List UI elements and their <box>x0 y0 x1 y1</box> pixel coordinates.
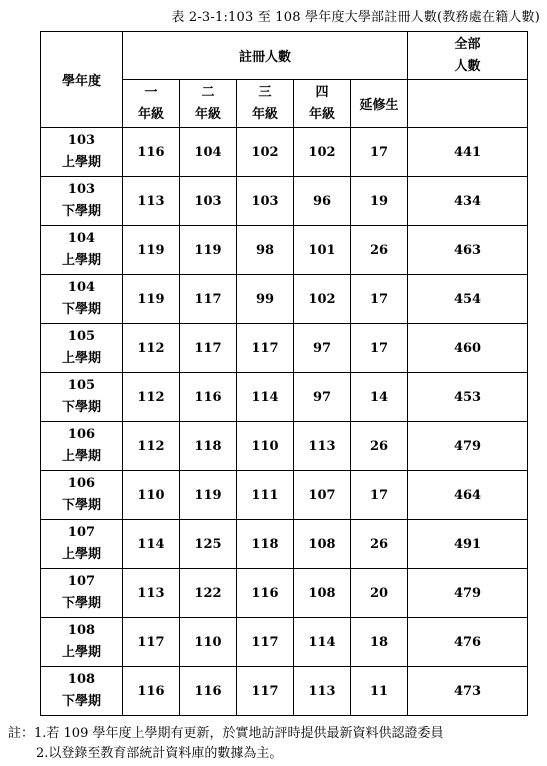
term-semester: 上學期 <box>61 253 101 268</box>
extended-cell: 26 <box>351 226 408 275</box>
total-cell: 441 <box>408 128 528 177</box>
grade-cell: 112 <box>123 324 180 373</box>
total-header <box>408 32 528 80</box>
term-year: 106 <box>67 427 96 442</box>
term-semester: 下學期 <box>61 302 101 317</box>
grade-cell: 119 <box>180 471 237 520</box>
extended-header: 延修生 <box>351 80 408 128</box>
total-cell: 463 <box>408 226 528 275</box>
grade-cell: 112 <box>123 422 180 471</box>
term-cell <box>41 422 123 471</box>
grade-cell: 114 <box>294 618 351 667</box>
total-cell: 476 <box>408 618 528 667</box>
term-semester: 上學期 <box>61 547 101 562</box>
table-row <box>41 128 528 177</box>
registration-table <box>40 31 528 716</box>
grade-cell: 117 <box>237 667 294 716</box>
grade-header-top: 三 <box>258 84 272 100</box>
total-cell: 473 <box>408 667 528 716</box>
term-year: 105 <box>67 378 96 393</box>
grade-header <box>180 80 237 128</box>
table-row <box>41 667 528 716</box>
term-cell <box>41 471 123 520</box>
term-cell <box>41 226 123 275</box>
term-year: 104 <box>67 280 96 295</box>
grade-header-top: 四 <box>315 84 329 100</box>
term-semester: 上學期 <box>61 155 101 170</box>
grade-cell: 116 <box>123 128 180 177</box>
table-caption: 表 2-3-1:103 至 108 學年度大學部註冊人數(教務處在籍人數) <box>171 10 540 25</box>
grade-cell: 118 <box>237 520 294 569</box>
grade-cell: 114 <box>237 373 294 422</box>
grade-cell: 119 <box>123 226 180 275</box>
term-semester: 下學期 <box>61 596 101 611</box>
grade-cell: 122 <box>180 569 237 618</box>
grade-cell: 97 <box>294 324 351 373</box>
grade-header <box>237 80 294 128</box>
grade-cell: 104 <box>180 128 237 177</box>
term-year: 107 <box>67 525 96 540</box>
table-row <box>41 520 528 569</box>
grade-cell: 103 <box>180 177 237 226</box>
term-year: 108 <box>67 672 96 687</box>
grade-cell: 99 <box>237 275 294 324</box>
table-row <box>41 373 528 422</box>
grade-cell: 116 <box>123 667 180 716</box>
grade-cell: 125 <box>180 520 237 569</box>
term-semester: 下學期 <box>61 400 101 415</box>
grade-cell: 108 <box>294 520 351 569</box>
term-cell <box>41 275 123 324</box>
extended-cell: 11 <box>351 667 408 716</box>
grade-cell: 103 <box>237 177 294 226</box>
term-cell <box>41 667 123 716</box>
grade-header-bottom: 年級 <box>194 106 221 122</box>
grade-cell: 117 <box>237 618 294 667</box>
grade-cell: 110 <box>237 422 294 471</box>
footnote-2: 2.以登錄至教育部統計資料庫的數據為主。 <box>36 746 283 761</box>
extended-cell: 17 <box>351 275 408 324</box>
term-cell <box>41 177 123 226</box>
extended-cell: 17 <box>351 128 408 177</box>
term-year: 106 <box>67 476 96 491</box>
grade-cell: 118 <box>180 422 237 471</box>
table-row <box>41 324 528 373</box>
grade-header <box>294 80 351 128</box>
table-row <box>41 422 528 471</box>
registered-header: 註冊人數 <box>123 32 408 80</box>
grade-cell: 113 <box>294 422 351 471</box>
table-row <box>41 275 528 324</box>
grade-header-top: 二 <box>201 84 215 100</box>
total-cell: 479 <box>408 422 528 471</box>
term-year: 103 <box>67 182 96 197</box>
extended-cell: 14 <box>351 373 408 422</box>
total-header-blank <box>408 80 528 128</box>
total-cell: 434 <box>408 177 528 226</box>
grade-cell: 110 <box>180 618 237 667</box>
term-cell <box>41 373 123 422</box>
grade-cell: 102 <box>237 128 294 177</box>
grade-cell: 116 <box>180 373 237 422</box>
grade-cell: 101 <box>294 226 351 275</box>
grade-cell: 114 <box>123 520 180 569</box>
grade-cell: 107 <box>294 471 351 520</box>
total-cell: 460 <box>408 324 528 373</box>
grade-cell: 102 <box>294 128 351 177</box>
term-semester: 上學期 <box>61 645 101 660</box>
term-cell <box>41 324 123 373</box>
extended-cell: 26 <box>351 422 408 471</box>
term-cell <box>41 618 123 667</box>
extended-cell: 19 <box>351 177 408 226</box>
footnote-1: 註：1.若 109 學年度上學期有更新，於實地訪評時提供最新資料供認證委員 <box>8 726 444 741</box>
grade-cell: 119 <box>123 275 180 324</box>
extended-cell: 18 <box>351 618 408 667</box>
table-row <box>41 177 528 226</box>
table-row <box>41 569 528 618</box>
term-semester: 下學期 <box>61 204 101 219</box>
grade-cell: 102 <box>294 275 351 324</box>
grade-cell: 113 <box>123 569 180 618</box>
total-cell: 453 <box>408 373 528 422</box>
extended-cell: 26 <box>351 520 408 569</box>
term-year: 108 <box>67 623 96 638</box>
term-semester: 上學期 <box>61 449 101 464</box>
extended-cell: 20 <box>351 569 408 618</box>
grade-cell: 113 <box>123 177 180 226</box>
table-row <box>41 471 528 520</box>
grade-header <box>123 80 180 128</box>
grade-cell: 117 <box>180 275 237 324</box>
total-header-line1: 全部 <box>454 36 481 52</box>
grade-cell: 116 <box>180 667 237 716</box>
grade-cell: 96 <box>294 177 351 226</box>
term-year: 107 <box>67 574 96 589</box>
extended-cell: 17 <box>351 324 408 373</box>
term-year: 103 <box>67 133 96 148</box>
total-header-line2: 人數 <box>454 58 481 74</box>
grade-cell: 116 <box>237 569 294 618</box>
term-semester: 下學期 <box>61 694 101 709</box>
total-cell: 454 <box>408 275 528 324</box>
total-cell: 479 <box>408 569 528 618</box>
term-cell <box>41 128 123 177</box>
grade-cell: 119 <box>180 226 237 275</box>
term-year: 105 <box>67 329 96 344</box>
grade-header-bottom: 年級 <box>308 106 335 122</box>
grade-cell: 117 <box>237 324 294 373</box>
term-semester: 上學期 <box>61 351 101 366</box>
grade-cell: 98 <box>237 226 294 275</box>
grade-cell: 112 <box>123 373 180 422</box>
grade-cell: 117 <box>180 324 237 373</box>
footnotes <box>8 724 443 764</box>
term-cell <box>41 569 123 618</box>
grade-cell: 117 <box>123 618 180 667</box>
grade-header-bottom: 年級 <box>251 106 278 122</box>
grade-cell: 108 <box>294 569 351 618</box>
grade-cell: 111 <box>237 471 294 520</box>
grade-header-top: 一 <box>144 84 158 100</box>
grade-cell: 110 <box>123 471 180 520</box>
term-semester: 下學期 <box>61 498 101 513</box>
term-year: 104 <box>67 231 96 246</box>
grade-header-bottom: 年級 <box>137 106 164 122</box>
extended-cell: 17 <box>351 471 408 520</box>
year-column-header: 學年度 <box>41 32 123 128</box>
grade-cell: 113 <box>294 667 351 716</box>
total-cell: 464 <box>408 471 528 520</box>
total-cell: 491 <box>408 520 528 569</box>
term-cell <box>41 520 123 569</box>
grade-cell: 97 <box>294 373 351 422</box>
table-row <box>41 618 528 667</box>
table-row <box>41 226 528 275</box>
